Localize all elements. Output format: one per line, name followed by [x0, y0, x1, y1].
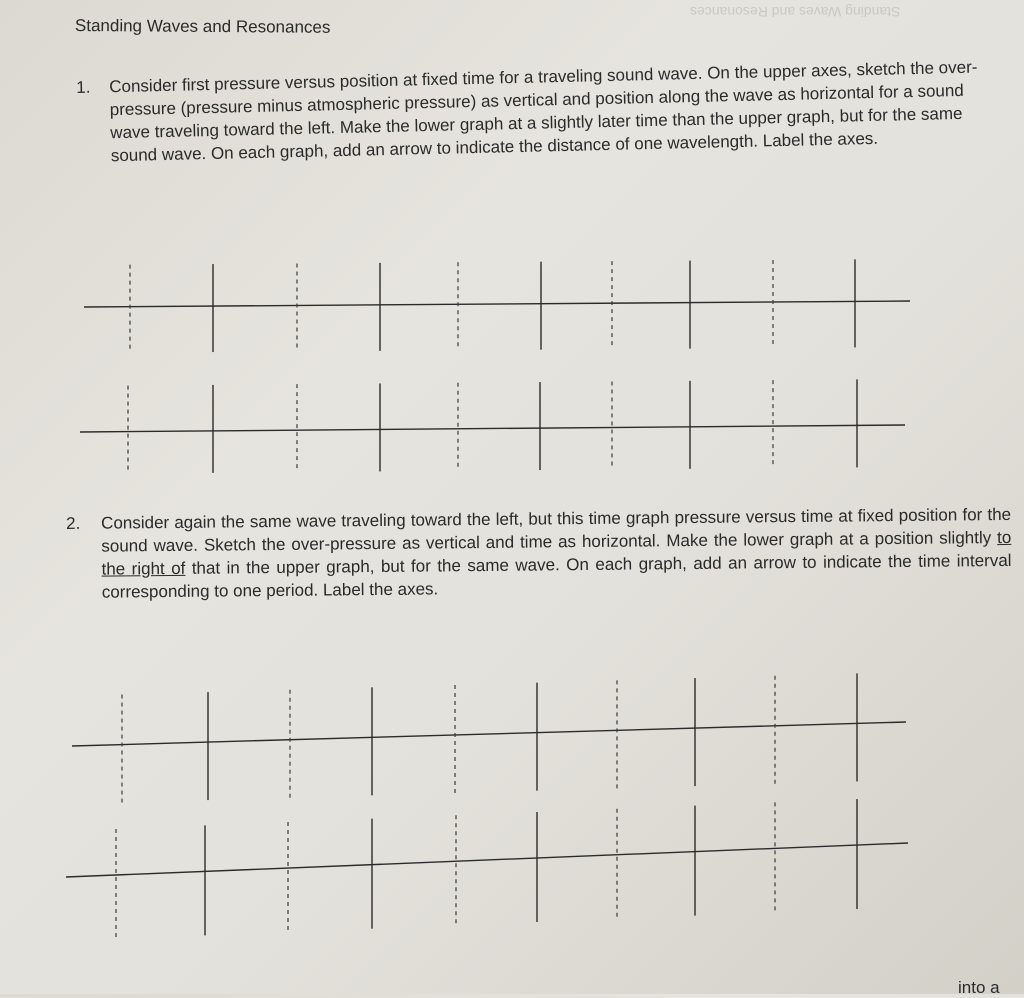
- problem-2-lower-axes[interactable]: [66, 799, 908, 939]
- problem-1-lower-axes[interactable]: [80, 379, 905, 473]
- horizontal-axis-line: [66, 843, 908, 877]
- problem-2-text-start: Consider again the same wave traveling toward the left, but this time graph pressure versus time at fixed position for the sound wave. Sketch the over-pressure as vertical and time as horizontal. Make the lower graph at a position slightly: [101, 504, 1012, 556]
- horizontal-axis-line: [84, 301, 910, 307]
- problem-1-number: 1.: [76, 77, 91, 97]
- problem-2-text: [101, 503, 1012, 604]
- problem-1: [76, 55, 1006, 166]
- page-title: Standing Waves and Resonances: [74, 16, 331, 37]
- problem-2-underlined-phrase: to the right of: [101, 527, 1012, 579]
- problem-2-number: 2.: [66, 513, 81, 533]
- problem-1-text: Consider first pressure versus position at fixed time for a traveling sound wave. On the upper axes, sketch the over-pressure (pressure minus atmospheric pressure) as vertical and position along the wave as horizontal for a sound wave traveling toward the left. Make the lower graph at a slightly later time than the upper graph, but for the same sound wave. On each graph, add an arrow to indicate the distance of one wavelength. Label the axes.: [109, 57, 978, 166]
- problem-2: [66, 503, 1016, 602]
- bleed-through-text: Standing Waves and Resonances: [690, 4, 901, 20]
- footer-partial-text: into a: [958, 978, 1000, 997]
- problem-1-upper-axes[interactable]: [84, 259, 910, 352]
- problem-2-text-end: that in the upper graph, but for the same wave. On each graph, add an arrow to indicate the time interval corresponding to one period. Label the axes.: [101, 550, 1012, 602]
- horizontal-axis-line: [80, 425, 905, 432]
- horizontal-axis-line: [72, 722, 906, 746]
- problem-2-upper-axes[interactable]: [72, 673, 906, 802]
